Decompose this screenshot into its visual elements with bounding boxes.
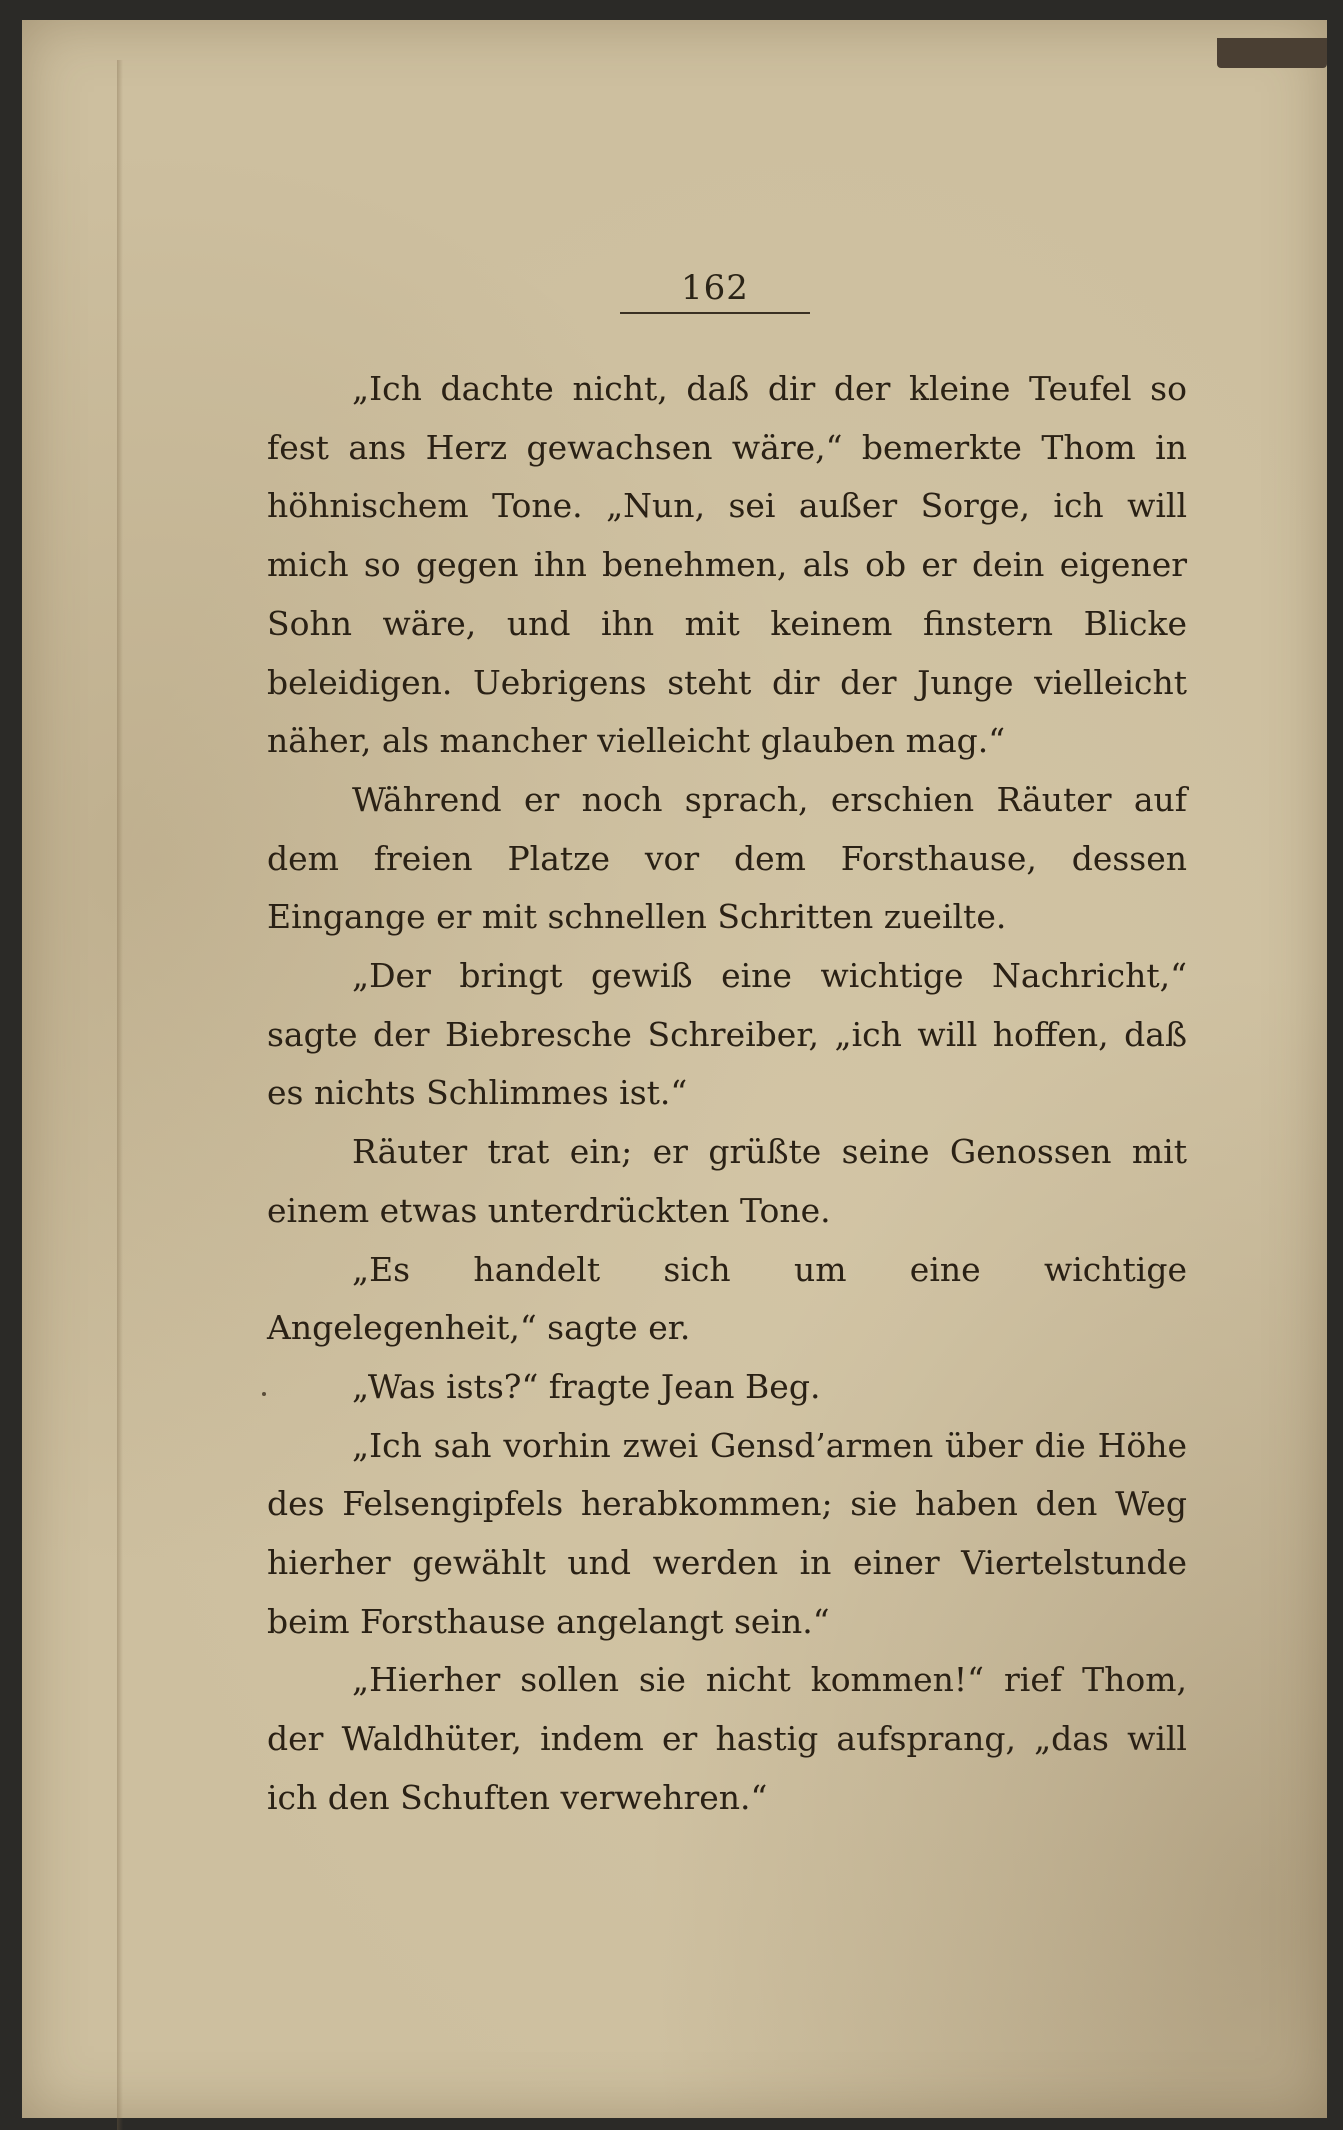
book-page [22,20,1327,2118]
paragraph: „Es handelt sich um eine wichtige Angelegenheit,“ sagte er. [267,1249,1187,1348]
page-binding-shadow [117,60,123,2130]
page-header [620,268,810,314]
header-rule [620,312,810,314]
page-number: 162 [681,268,749,308]
paragraph: „Der bringt gewiß eine wichtige Nachricht,“ sagte der Biebresche Schreiber, „ich will hoffen, daß es nichts Schlimmes ist.“ [267,956,1187,1113]
paragraph: „Ich sah vorhin zwei Gensd’armen über die Höhe des Felsengipfels herabkommen; sie haben den Weg hierher gewählt und werden in einer Viertelstunde beim Forsthause angelangt sein.“ [267,1425,1187,1641]
ink-speck [262,1392,266,1396]
paragraph: „Ich dachte nicht, daß dir der kleine Teufel so fest ans Herz gewachsen wäre,“ bemerkte Thom in höhnischem Tone. „Nun, sei außer Sorge, ich will mich so gegen ihn benehmen, als ob er dein eigener Sohn wäre, und ihn mit keinem finstern Blicke beleidigen. Uebrigens steht dir der Junge vielleicht näher, als mancher vielleicht glauben mag.“ [267,369,1187,761]
body-text [267,360,1187,1828]
paragraph: Während er noch sprach, erschien Räuter auf dem freien Platze vor dem Forsthause, dessen Eingange er mit schnellen Schritten zueilte. [267,779,1187,937]
cover-corner [1217,38,1327,68]
paragraph: „Was ists?“ fragte Jean Beg. [352,1366,821,1406]
paragraph: „Hierher sollen sie nicht kommen!“ rief Thom, der Waldhüter, indem er hastig aufsprang, „das will ich den Schuften verwehren.“ [267,1660,1187,1817]
paragraph: Räuter trat ein; er grüßte seine Genossen mit einem etwas unterdrückten Tone. [267,1132,1187,1230]
